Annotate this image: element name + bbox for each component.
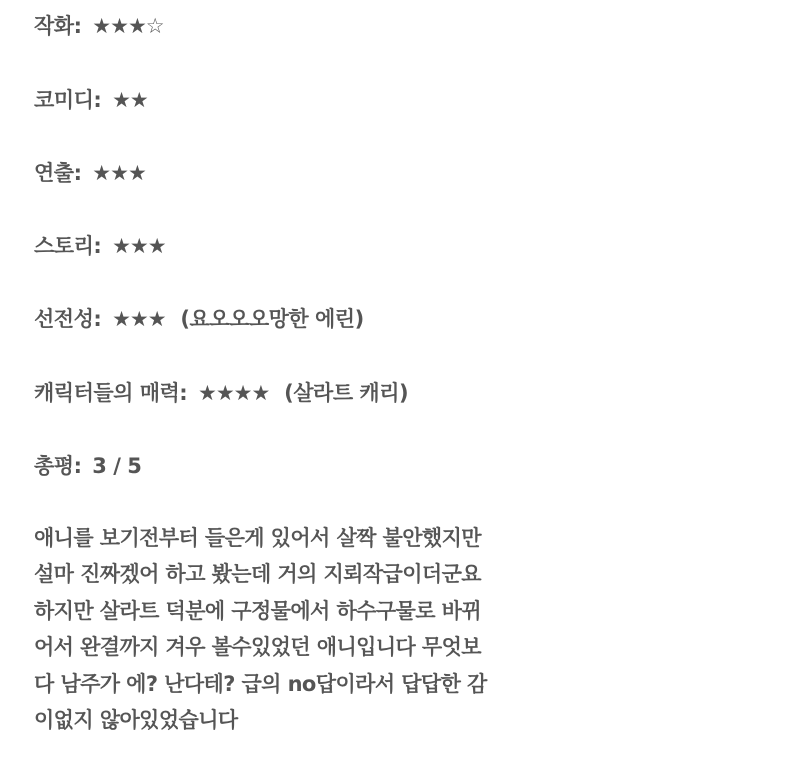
rating-note: (요오오오망한 에린) bbox=[180, 307, 364, 331]
summary-line: 다 남주가 에? 난다테? 급의 no답이라서 답답한 감 bbox=[34, 671, 487, 696]
summary-line: 설마 진짜겠어 하고 봤는데 거의 지뢰작급이더군요 bbox=[34, 562, 481, 587]
summary-line: 애니를 보기전부터 들은게 있어서 살짝 불안했지만 bbox=[34, 526, 481, 550]
rating-direction bbox=[34, 153, 146, 193]
rating-story bbox=[34, 226, 166, 266]
rating-label: 선전성: bbox=[34, 307, 102, 331]
star-rating-icon: ★★★☆ bbox=[92, 14, 164, 38]
rating-label: 작화: bbox=[34, 14, 82, 38]
star-rating-icon: ★★★ bbox=[92, 161, 146, 185]
total-value: 3 / 5 bbox=[92, 454, 142, 478]
star-rating-icon: ★★ bbox=[112, 88, 148, 112]
review-summary bbox=[34, 520, 574, 738]
total-score bbox=[34, 446, 141, 486]
rating-note: (살라트 캐리) bbox=[284, 381, 409, 405]
rating-label: 코미디: bbox=[34, 88, 102, 112]
rating-comedy bbox=[34, 80, 148, 120]
summary-line: 이없지 않아있었습니다 bbox=[34, 707, 238, 732]
rating-sensationalism bbox=[34, 299, 364, 339]
star-rating-icon: ★★★ bbox=[112, 307, 166, 331]
rating-label: 캐릭터들의 매력: bbox=[34, 381, 188, 405]
rating-label: 연출: bbox=[34, 161, 82, 185]
total-label: 총평: bbox=[34, 454, 82, 478]
star-rating-icon: ★★★ bbox=[112, 234, 166, 258]
rating-label: 스토리: bbox=[34, 234, 102, 258]
rating-art bbox=[34, 6, 164, 46]
rating-characters bbox=[34, 373, 408, 413]
summary-line: 하지만 살라트 덕분에 구정물에서 하수구물로 바뀌 bbox=[34, 598, 481, 623]
summary-line: 어서 완결까지 겨우 볼수있었던 애니입니다 무엇보 bbox=[34, 635, 481, 660]
star-rating-icon: ★★★★ bbox=[198, 381, 270, 405]
